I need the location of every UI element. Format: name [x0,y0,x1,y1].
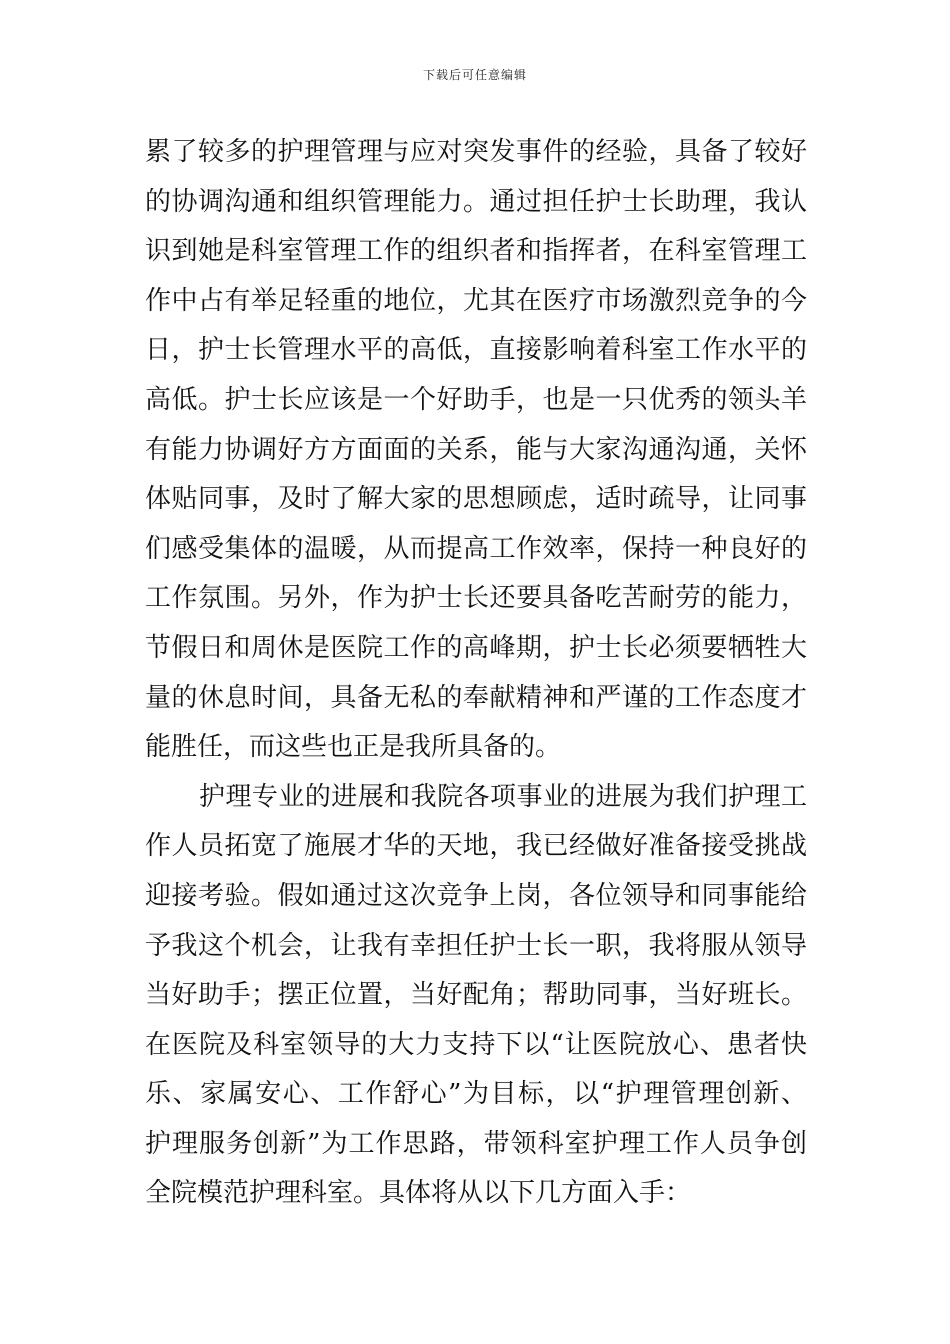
paragraph-2 [145,773,807,1219]
text-line: 体贴同事，及时了解大家的思想顾虑，适时疏导，让同事 [145,484,807,515]
text-line: 护理服务创新”为工作思路，带领科室护理工作人员争创 [145,1128,807,1159]
text-line: 作人员拓宽了施展才华的天地，我已经做好准备接受挑战 [145,831,807,862]
text-line: 作中占有举足轻重的地位，尤其在医疗市场激烈竞争的今 [145,285,807,316]
text-line: 日，护士长管理水平的高低，直接影响着科室工作水平的 [145,335,807,366]
text-line: 高低。护士长应该是一个好助手，也是一只优秀的领头羊 [145,384,807,415]
text-line: 能胜任，而这些也正是我所具备的。 [145,732,562,763]
text-line: 有能力协调好方方面面的关系，能与大家沟通沟通，关怀 [145,434,807,465]
text-line: 量的休息时间，具备无私的奉献精神和严谨的工作态度才 [145,682,807,713]
body-text [145,128,807,1219]
header-note: 下载后可任意编辑 [422,68,527,82]
text-line: 乐、家属安心、工作舒心”为目标，以“护理管理创新、 [145,1079,807,1110]
text-line: 工作氛围。另外，作为护士长还要具备吃苦耐劳的能力， [145,583,807,614]
text-line: 全院模范护理科室。具体将从以下几方面入手： [145,1178,692,1209]
text-line: 当好助手；摆正位置，当好配角；帮助同事，当好班长。 [145,980,807,1011]
text-line: 护理专业的进展和我院各项事业的进展为我们护理工 [199,781,807,812]
text-line: 节假日和周休是医院工作的高峰期，护士长必须要牺牲大 [145,632,807,663]
paragraph-1 [145,128,807,773]
text-line: 累了较多的护理管理与应对突发事件的经验，具备了较好 [145,137,807,167]
text-line: 予我这个机会，让我有幸担任护士长一职，我将服从领导 [145,930,807,961]
text-line: 们感受集体的温暖，从而提高工作效率，保持一种良好的 [145,533,807,564]
text-line: 的协调沟通和组织管理能力。通过担任护士长助理，我认 [145,186,807,217]
text-line: 迎接考验。假如通过这次竞争上岗，各位领导和同事能给 [145,880,807,911]
text-line: 识到她是科室管理工作的组织者和指挥者，在科室管理工 [145,236,807,267]
text-line: 在医院及科室领导的大力支持下以“让医院放心、患者快 [145,1029,807,1060]
